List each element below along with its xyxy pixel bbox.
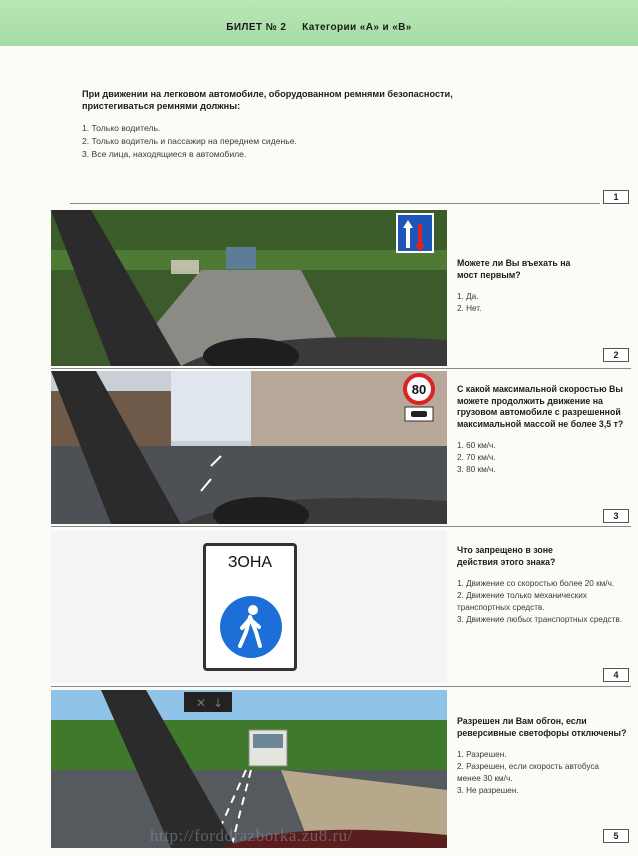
question-2 bbox=[457, 258, 632, 315]
question-5-answers bbox=[457, 749, 607, 797]
pedestrian-zone-sign bbox=[203, 543, 297, 671]
question-5-text: Разрешен ли Вам обгон, если реверсивные светофоры отключены? bbox=[457, 716, 627, 738]
answer-option[interactable]: 1. 60 км/ч. bbox=[457, 441, 496, 450]
divider bbox=[51, 526, 631, 527]
speed-limit-value: 80 bbox=[411, 382, 427, 397]
zone-sign-label: ЗОНА bbox=[227, 554, 273, 571]
svg-text:↓: ↓ bbox=[213, 696, 224, 710]
divider bbox=[70, 203, 600, 204]
watermark: http://forddrazborka.zu8.ru/ bbox=[150, 826, 353, 845]
road-scene-city bbox=[51, 371, 447, 524]
question-2-number: 2 bbox=[603, 348, 629, 362]
question-1 bbox=[82, 88, 502, 161]
question-5-image bbox=[51, 690, 447, 848]
reversible-traffic-light bbox=[184, 692, 232, 712]
answer-option[interactable]: 3. 80 км/ч. bbox=[457, 465, 496, 474]
answer-option[interactable]: 2. Нет. bbox=[457, 304, 482, 313]
question-4 bbox=[457, 545, 632, 626]
question-5 bbox=[457, 716, 632, 797]
answer-option[interactable]: 3. Не разрешен. bbox=[457, 786, 519, 795]
answer-option[interactable]: 1. Разрешен. bbox=[457, 750, 507, 759]
question-3-answers bbox=[457, 440, 632, 476]
question-4-answers bbox=[457, 578, 622, 626]
ticket-title: БИЛЕТ № 2 Категории «А» и «В» bbox=[226, 22, 412, 33]
oncoming-truck bbox=[226, 247, 256, 269]
svg-text:✕: ✕ bbox=[196, 696, 207, 710]
answer-option[interactable]: 3. Движение любых транспортных средств. bbox=[457, 615, 623, 624]
answer-option[interactable]: 2. 70 км/ч. bbox=[457, 453, 496, 462]
question-4-number: 4 bbox=[603, 668, 629, 682]
question-3-image bbox=[51, 371, 447, 524]
question-1-text: При движении на легковом автомобиле, оборудованном ремнями безопасности, пристегиваться ремнями должны: bbox=[82, 89, 453, 111]
road-scene-forest bbox=[51, 210, 447, 366]
question-4-image bbox=[51, 531, 447, 683]
question-2-text: Можете ли Вы въехать на мост первым? bbox=[457, 258, 571, 280]
pedestrian-icon bbox=[220, 596, 282, 658]
question-5-number: 5 bbox=[603, 829, 629, 843]
answer-option[interactable]: 1. Только водитель. bbox=[82, 123, 161, 133]
answer-option[interactable]: 2. Разрешен, если скорость автобуса менее 30 км/ч. bbox=[457, 762, 599, 783]
one-way-traffic-sign bbox=[397, 214, 433, 252]
answer-option[interactable]: 2. Движение только механических транспортных средств. bbox=[457, 591, 587, 612]
road-scene-bus bbox=[51, 690, 447, 848]
divider bbox=[51, 686, 631, 687]
divider bbox=[51, 368, 631, 369]
answer-option[interactable]: 1. Движение со скоростью более 20 км/ч. bbox=[457, 579, 615, 588]
question-3-number: 3 bbox=[603, 509, 629, 523]
question-1-number: 1 bbox=[603, 190, 629, 204]
answer-option[interactable]: 3. Все лица, находящиеся в автомобиле. bbox=[82, 149, 247, 159]
question-2-image bbox=[51, 210, 447, 366]
question-1-answers bbox=[82, 122, 502, 161]
question-3 bbox=[457, 384, 632, 476]
ticket-header bbox=[0, 0, 638, 46]
answer-option[interactable]: 1. Да. bbox=[457, 292, 479, 301]
answer-option[interactable]: 2. Только водитель и пассажир на переднем сиденье. bbox=[82, 136, 297, 146]
question-2-answers bbox=[457, 291, 632, 315]
question-4-text: Что запрещено в зоне действия этого знака? bbox=[457, 545, 556, 567]
question-3-text: С какой максимальной скоростью Вы можете продолжить движение на грузовом автомобиле с разрешенной максимальной массой не более 3,5 т? bbox=[457, 384, 624, 429]
